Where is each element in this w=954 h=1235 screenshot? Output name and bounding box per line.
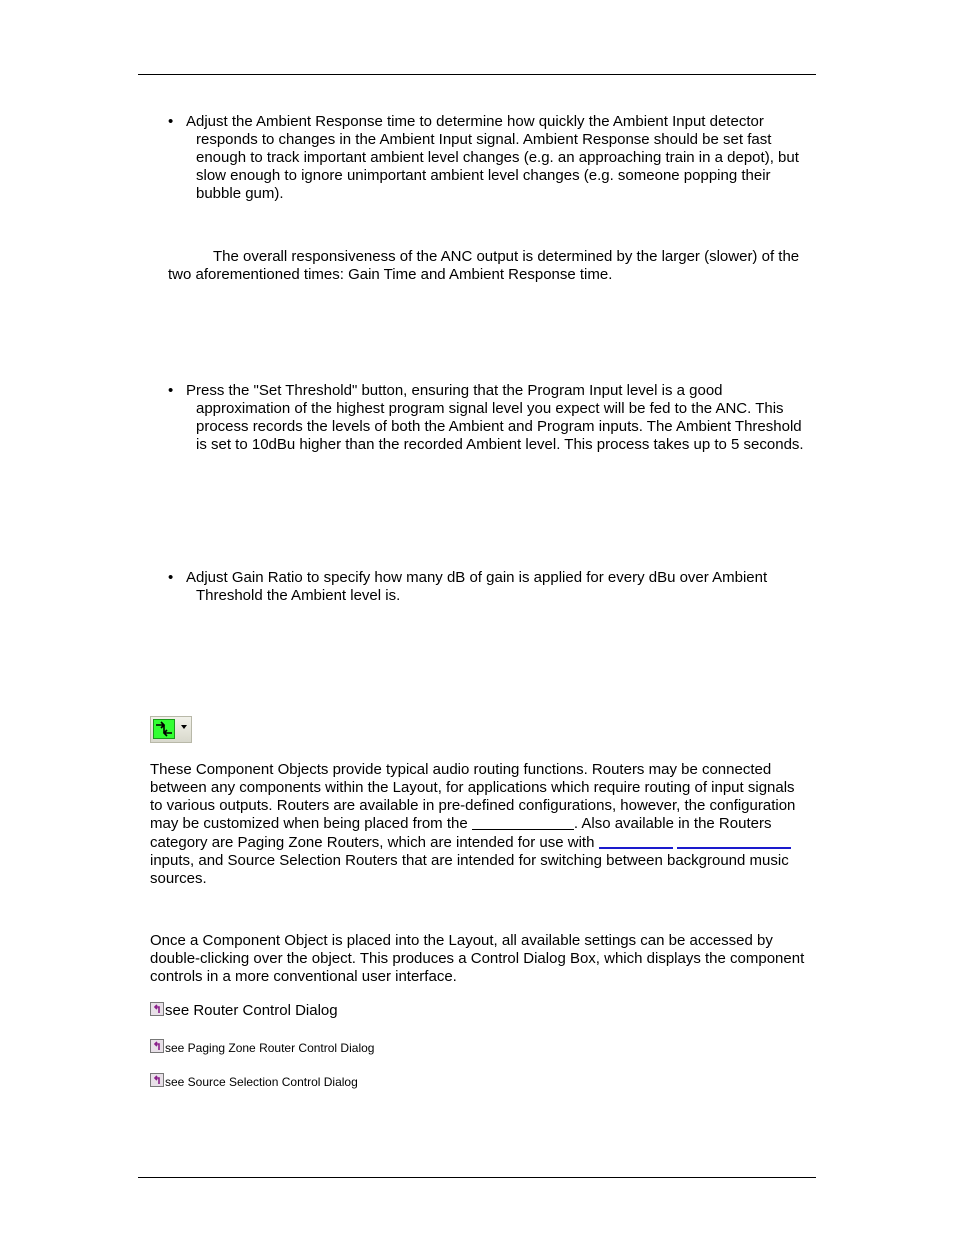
bullet-gain-ratio xyxy=(168,569,813,605)
see-paging-zone-router-control-dialog[interactable] xyxy=(150,1039,374,1057)
jump-icon xyxy=(150,1073,164,1087)
see-source-selection-control-dialog[interactable] xyxy=(150,1073,358,1091)
routers-paragraph xyxy=(150,761,810,888)
bullet-text: Press the "Set Threshold" button, ensuring that the Program Input level is a good approximation of the highest program signal level you expect will be fed to the ANC. This process records the levels of both the Ambient and Program inputs. The Ambient Threshold is set to 10dBu higher than the recorded Ambient level. This process takes up to 5 seconds. xyxy=(186,382,804,453)
paging-link[interactable] xyxy=(599,833,673,849)
see-source-label: see Source Selection Control Dialog xyxy=(165,1075,358,1089)
dropdown-caret-icon xyxy=(181,725,187,729)
router-icon-green xyxy=(153,719,175,739)
bullet-text: Adjust Gain Ratio to specify how many dB of gain is applied for every dBu over Ambient Threshold the Ambient level is. xyxy=(186,569,768,604)
see-router-control-dialog[interactable] xyxy=(150,1002,338,1020)
bullet-dot: • xyxy=(168,569,174,586)
header-rule xyxy=(138,74,816,75)
see-router-label: see Router Control Dialog xyxy=(165,1002,338,1019)
blank-underline xyxy=(472,815,574,830)
router-toolbar-icon[interactable] xyxy=(150,716,192,743)
routers-text-1: These Component Objects provide typical audio routing functions. Routers may be connected between any components within the Layout, for applications which require routing of input signals to various outputs. Routers are available in pre-defined configurations, however, the configuration may be customized when being placed from the xyxy=(150,761,796,832)
paging-link-continued[interactable] xyxy=(677,833,791,849)
dialog-paragraph: Once a Component Object is placed into the Layout, all available settings can be accessed by double-clicking over the object. This produces a Control Dialog Box, which displays the component controls in a more conventional user interface. xyxy=(150,932,805,985)
footer-rule xyxy=(138,1177,816,1178)
bullet-ambient-response xyxy=(168,113,813,203)
bullet-dot: • xyxy=(168,382,174,399)
bullet-text: Adjust the Ambient Response time to determine how quickly the Ambient Input detector responds to changes in the Ambient Input signal. Ambient Response should be set fast enough to track important ambient level changes (e.g. an approaching train in a depot), but slow enough to ignore unimportant ambient level changes (e.g. someone popping their bubble gum). xyxy=(186,113,799,202)
bullet-set-threshold xyxy=(168,382,813,454)
see-paging-label: see Paging Zone Router Control Dialog xyxy=(165,1041,375,1055)
note-paragraph: The overall responsiveness of the ANC output is determined by the larger (slower) of the two aforementioned times: Gain Time and Ambient Response time. xyxy=(168,248,800,283)
routers-text-3: inputs, and Source Selection Routers that are intended for switching between background music sources. xyxy=(150,852,789,887)
routers-text-2: . Also available in the Routers category are Paging Zone Routers, which are intended for use with xyxy=(150,815,772,851)
bullet-dot: • xyxy=(168,113,174,130)
jump-icon xyxy=(150,1039,164,1053)
jump-icon xyxy=(150,1002,164,1016)
